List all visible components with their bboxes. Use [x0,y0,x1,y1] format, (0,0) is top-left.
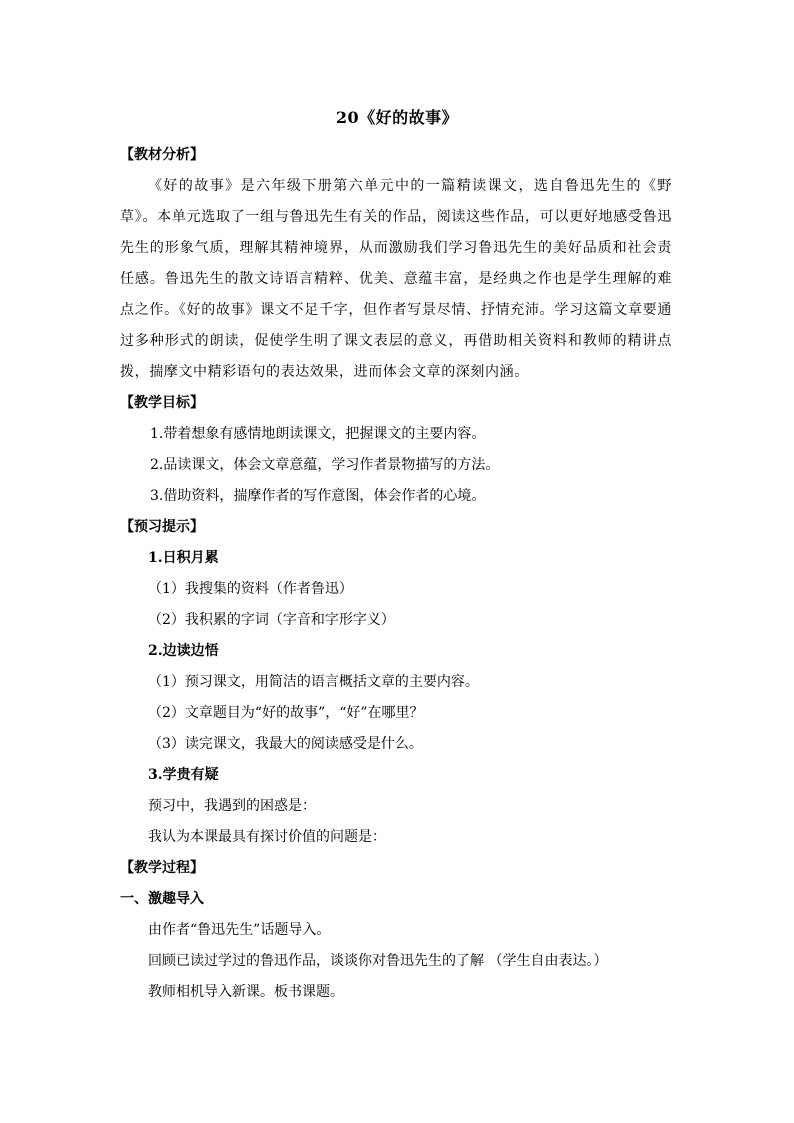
process-item: 回顾已读过学过的鲁迅作品，谈谈你对鲁迅先生的了解 （学生自由表达。） [148,953,608,969]
preview-subheading: 2.边读边悟 [148,643,219,659]
section-heading-goals: 【教学目标】 [120,395,204,411]
process-item: 由作者“鲁迅先生”话题导入。 [148,922,331,938]
goal-item: 3.借助资料，揣摩作者的写作意图，体会作者的心境。 [150,488,486,504]
preview-subheading: 1.日积月累 [148,550,219,566]
section-heading-process: 【教学过程】 [120,860,204,876]
goal-item: 2.品读课文，体会文章意蕴，学习作者景物描写的方法。 [150,457,500,473]
preview-item: （1）我搜集的资料（作者鲁迅） [148,581,353,597]
preview-item: （2）我积累的字词（字音和字形字义） [148,612,395,628]
preview-item: （3）读完课文，我最大的阅读感受是什么。 [148,736,423,752]
process-item: 教师相机导入新课。板书课题。 [148,984,344,1000]
preview-item: 我认为本课最具有探讨价值的问题是： [148,829,386,845]
preview-item: 预习中，我遇到的困惑是： [148,798,316,814]
section-heading-analysis: 【教材分析】 [120,147,204,163]
analysis-paragraph: 《好的故事》是六年级下册第六单元中的一篇精读课文，选自鲁迅先生的《野草》。本单元选取了一组与鲁迅先生有关的作品，阅读这些作品，可以更好地感受鲁迅先生的形象气质，理解其精神境界，从而激励我们学习鲁迅先生的美好品质和社会责任感。鲁迅先生的散文诗语言精粹、优美、意蕴丰富，是经典之作也是学生理解的难点之作。《好的故事》课文不足千字，但作者写景尽情、抒情充沛。学习这篇文章要通过多种形式的朗读，促使学生明了课文表层的意义，再借助相关资料和教师的精讲点拨，揣摩文中精彩语句的表达效果，进而体会文章的深刻内涵。 [120,178,672,380]
section-heading-preview: 【预习提示】 [120,519,204,535]
preview-subheading: 3.学贵有疑 [148,767,219,783]
document-title: 20《好的故事》 [335,108,459,127]
document-body [120,140,672,1008]
goal-item: 1.带着想象有感情地朗读课文，把握课文的主要内容。 [150,426,486,442]
preview-item: （1）预习课文，用简洁的语言概括文章的主要内容。 [148,674,479,690]
process-part-title: 一、激趣导入 [120,891,204,907]
preview-item: （2）文章题目为“好的故事”，“好”在哪里？ [148,705,424,721]
